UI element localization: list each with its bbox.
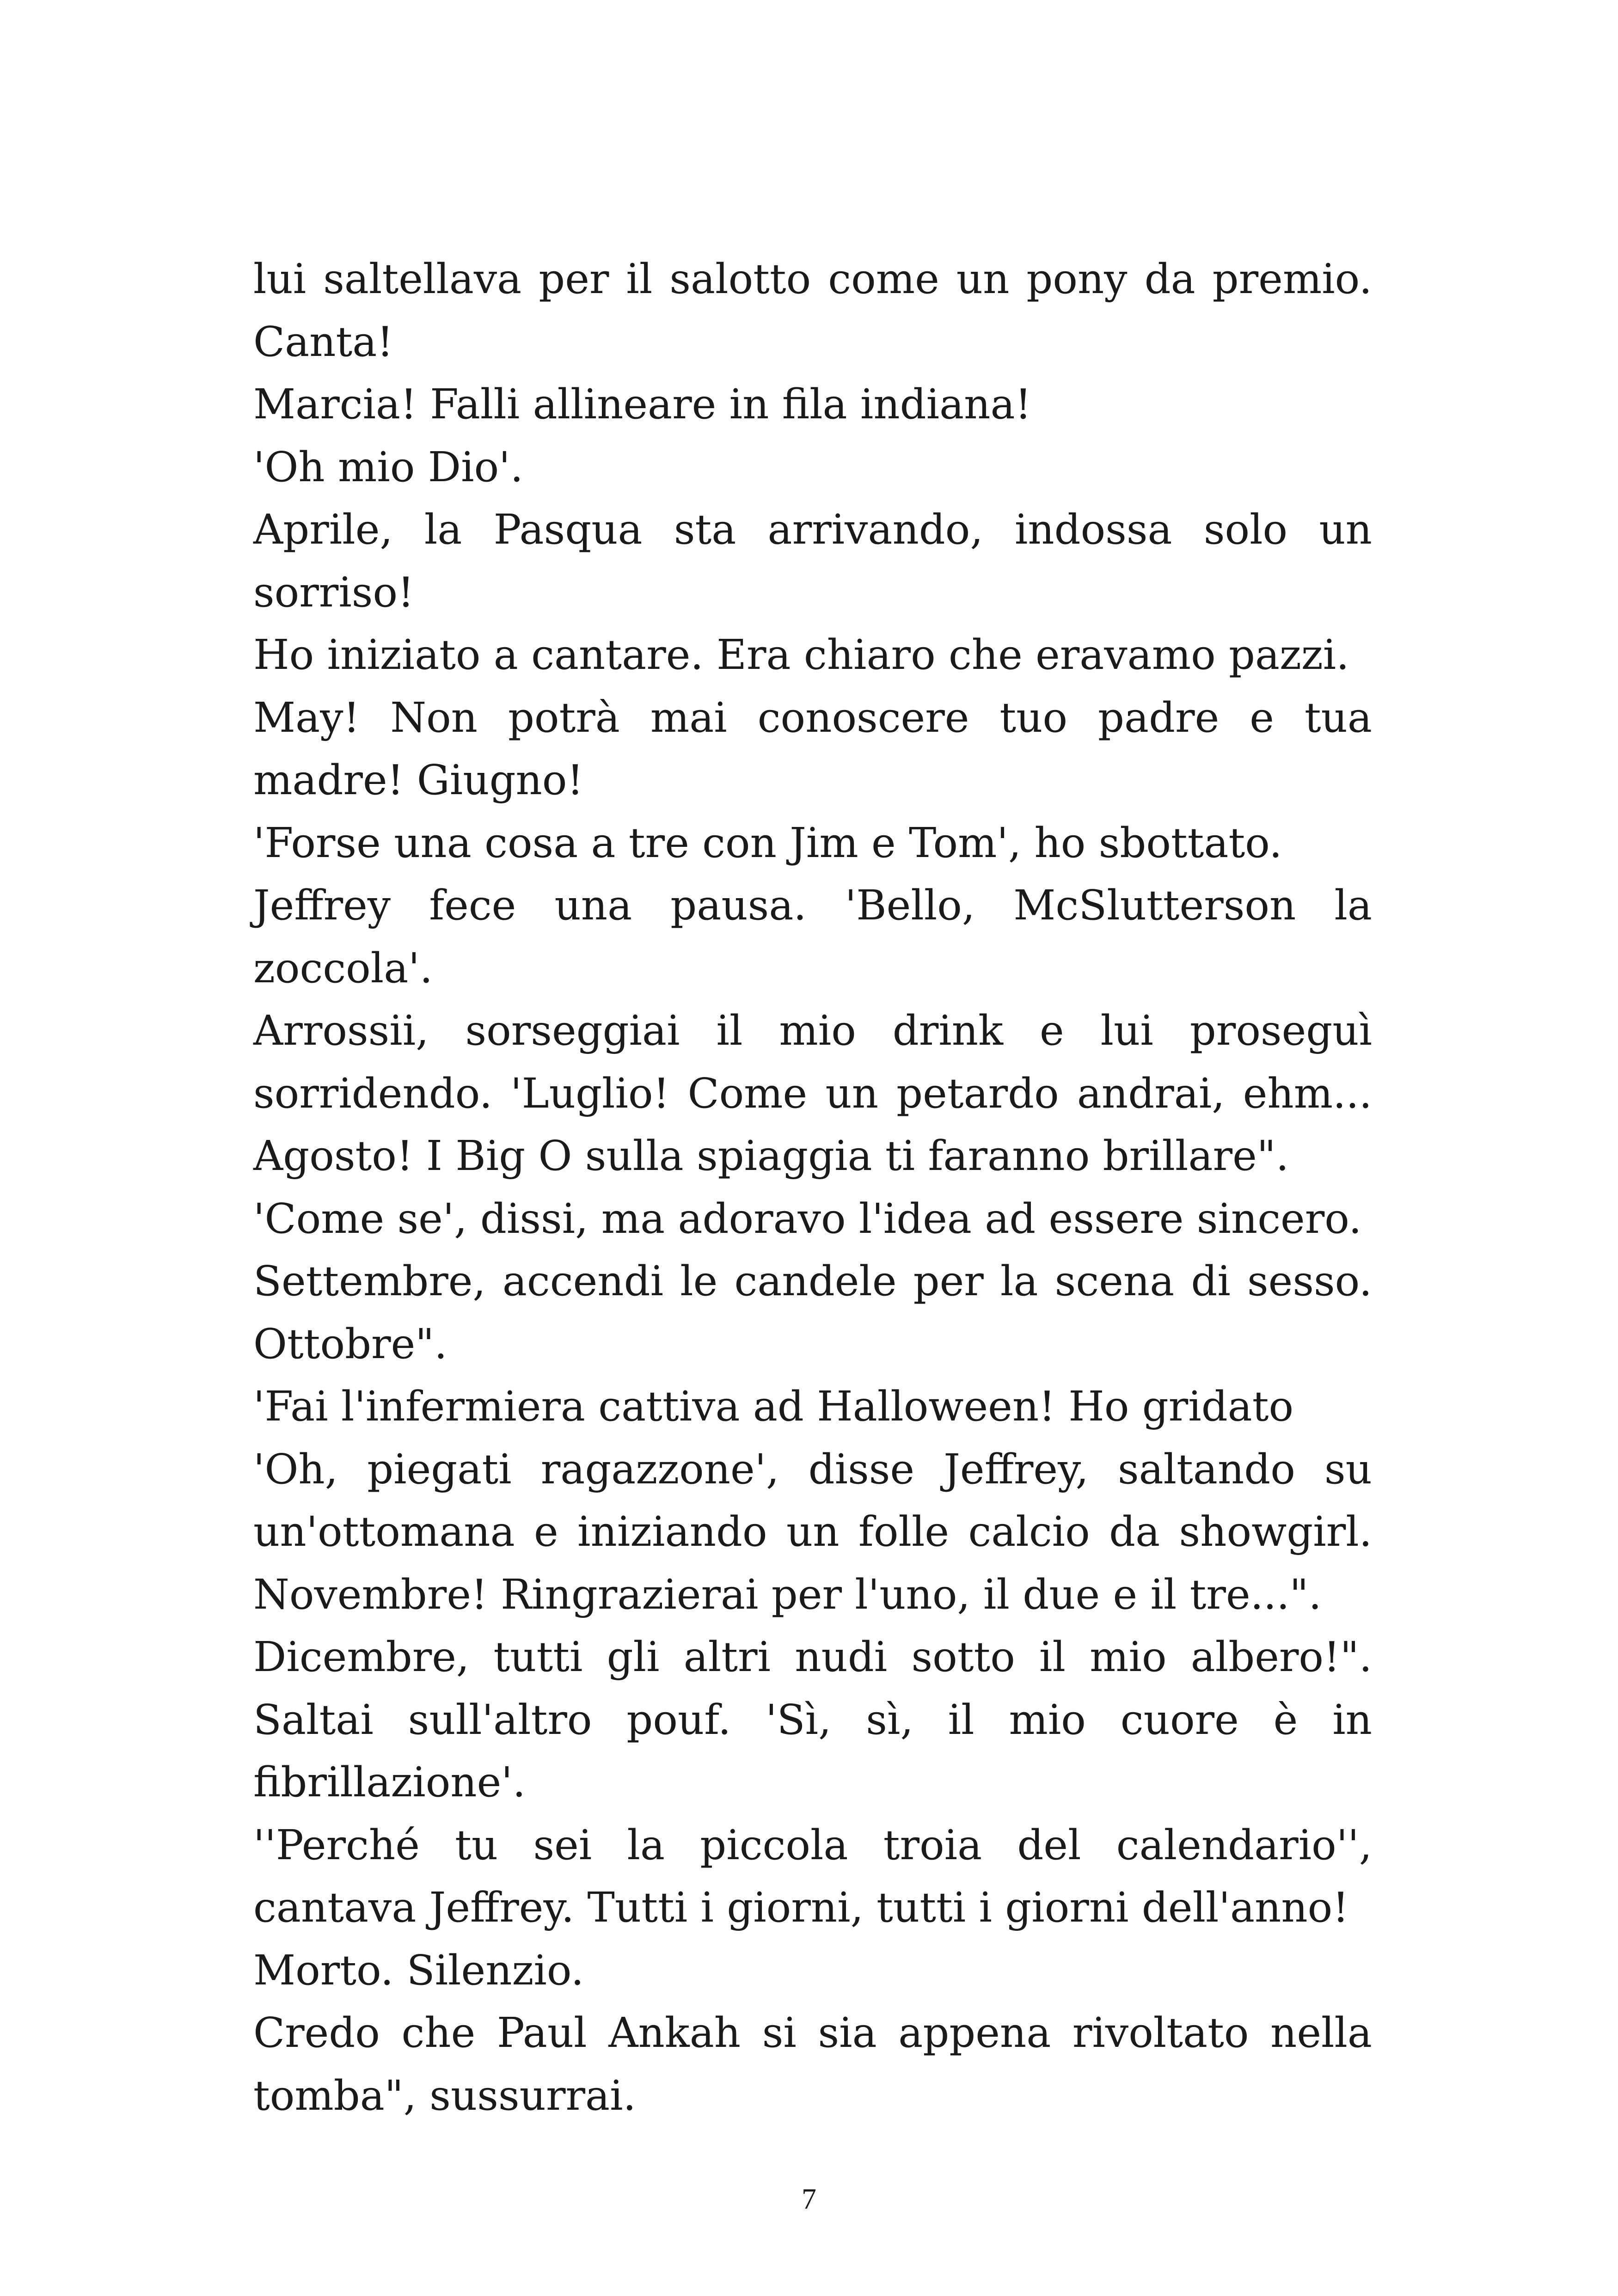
paragraph: Credo che Paul Ankah si sia appena rivoltato nella tomba", sussurrai. xyxy=(253,2008,1372,2119)
body-text xyxy=(253,248,1372,2127)
paragraph: 'Fai l'infermiera cattiva ad Halloween! Ho gridato xyxy=(253,1382,1294,1430)
paragraph: Ho iniziato a cantare. Era chiaro che eravamo pazzi. xyxy=(253,631,1349,679)
paragraph: Aprile, la Pasqua sta arrivando, indossa solo un sorriso! xyxy=(253,505,1372,616)
paragraph: Jeffrey fece una pausa. 'Bello, McSlutterson la zoccola'. xyxy=(253,881,1372,992)
paragraph: 'Oh mio Dio'. xyxy=(253,442,523,491)
paragraph: lui saltellava per il salotto come un pony da premio. Canta! xyxy=(253,255,1372,366)
paragraph: Arrossii, sorseggiai il mio drink e lui proseguì sorridendo. 'Luglio! Come un petardo andrai, ehm... Agosto! I Big O sulla spiaggia ti faranno brillare". xyxy=(253,1006,1372,1180)
paragraph: 'Forse una cosa a tre con Jim e Tom', ho sbottato. xyxy=(253,818,1282,867)
paragraph: Marcia! Falli allineare in fila indiana! xyxy=(253,380,1032,428)
paragraph: ''Perché tu sei la piccola troia del calendario'', cantava Jeffrey. Tutti i giorni, tutti i giorni dell'anno! xyxy=(253,1820,1372,1931)
paragraph: Settembre, accendi le candele per la scena di sesso. Ottobre". xyxy=(253,1257,1372,1368)
page-number: 7 xyxy=(802,2182,816,2215)
paragraph: Morto. Silenzio. xyxy=(253,1946,584,1994)
paragraph: May! Non potrà mai conoscere tuo padre e tua madre! Giugno! xyxy=(253,693,1372,804)
paragraph: Dicembre, tutti gli altri nudi sotto il mio albero!". Saltai sull'altro pouf. 'Sì, sì, il mio cuore è in fibrillazione'. xyxy=(253,1633,1372,1806)
paragraph: 'Oh, piegati ragazzone', disse Jeffrey, saltando su un'ottomana e iniziando un folle calcio da showgirl. Novembre! Ringrazierai per l'uno, il due e il tre...". xyxy=(253,1445,1372,1618)
paragraph: 'Come se', dissi, ma adoravo l'idea ad essere sincero. xyxy=(253,1194,1362,1243)
